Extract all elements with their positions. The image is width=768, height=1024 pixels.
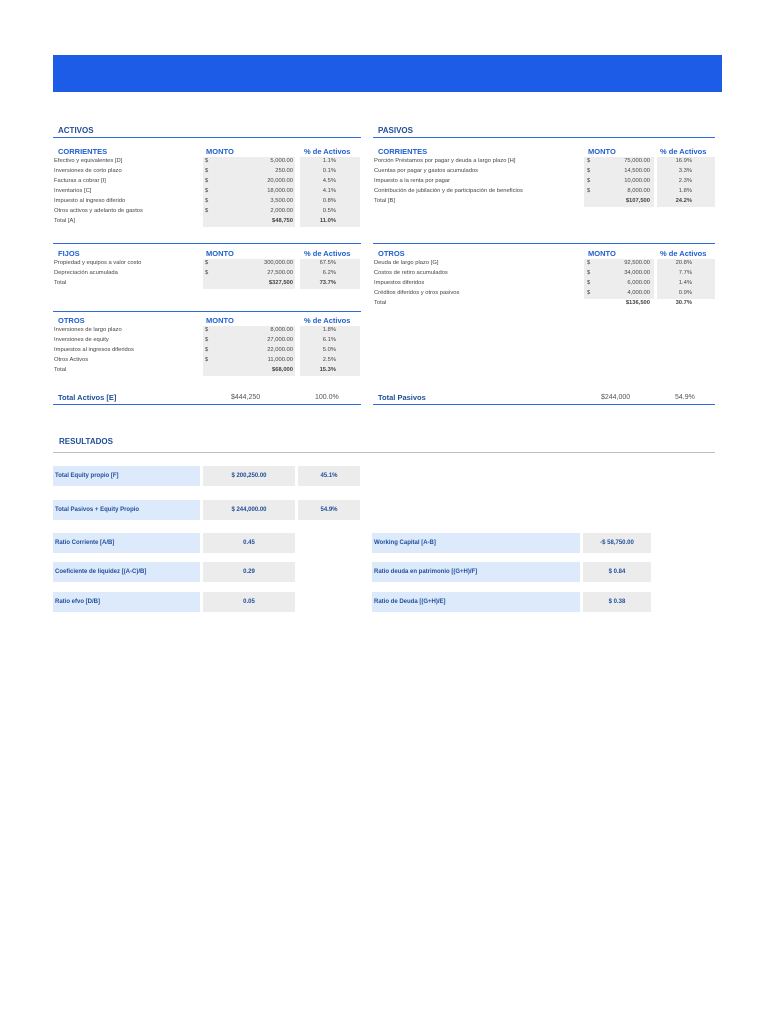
row-amount: 27,500.00 [267,270,293,276]
row-pct: 24.2% [675,198,692,204]
row-currency: $ [587,290,591,296]
total-row [54,278,360,288]
row-pct: 4.1% [322,188,336,194]
row-currency: $ [587,168,591,174]
fijos-title: FIJOS [58,249,80,258]
pasivos-equity-value: $ 244,000.00 [203,500,295,520]
total-activos-amount: $444,250 [231,394,261,401]
row-pct: 16.9% [675,158,692,164]
row-pct: 67.5% [319,260,336,266]
equity-label: Total Equity propio [F] [53,466,200,486]
header-banner [53,55,722,92]
total-activos-rule [53,404,361,405]
row-amount: 75,000.00 [624,158,650,164]
row-label: Costos de retiro acumulados [374,270,448,276]
total-row [374,298,714,308]
pasivos-corrientes-pct-header: % de Activos [660,147,707,156]
row-amount: $136,500 [625,300,650,306]
row-amount: 250.00 [275,168,293,174]
row-currency: $ [205,198,209,204]
row-amount: 14,500.00 [624,168,650,174]
row-currency: $ [205,260,209,266]
total-row [54,365,360,375]
pasivos-corrientes-monto-header: MONTO [588,147,616,156]
row-pct: 2.3% [678,178,692,184]
working-capital-label: Working Capital [A-B] [372,533,580,553]
row-amount: 8,000.00 [627,188,650,194]
table-row [374,288,714,298]
row-amount: $327,500 [268,280,293,286]
activos-corrientes-title: CORRIENTES [58,147,108,156]
total-activos-label: Total Activos [E] [58,393,117,402]
table-row [54,355,360,365]
row-pct: 1.8% [322,327,336,333]
row-label: Total [374,300,387,306]
row-currency: $ [205,178,209,184]
equity-value: $ 200,250.00 [203,466,295,486]
row-amount: 10,000.00 [624,178,650,184]
pasivos-otros-monto-header: MONTO [588,249,616,258]
pasivos-otros-title: OTROS [378,249,405,258]
row-label: Total [54,280,67,286]
ratio-corriente-value: 0.45 [203,533,295,553]
ratio-deuda-patrimonio-label: Ratio deuda en patrimonio [(G+H)/F] [372,562,580,582]
ratio-deuda-value: $ 0.38 [583,592,651,612]
row-amount: 300,000.00 [263,260,293,266]
fijos-monto-header: MONTO [206,249,234,258]
table-row [374,156,714,166]
ratio-deuda-label: Ratio de Deuda [(G+H)/E] [372,592,580,612]
working-capital-value: -$ 58,750.00 [583,533,651,553]
row-amount: 3,500.00 [270,198,293,204]
row-label: Porción Préstamos por pagar y deuda a largo plazo [H] [374,158,516,164]
row-label: Deuda de largo plazo [G] [374,260,439,266]
activos-otros-title: OTROS [58,316,85,325]
table-row [374,278,714,288]
activos-otros-pct-header: % de Activos [304,316,351,325]
total-pasivos-amount: $244,000 [601,394,631,401]
row-pct: 6.1% [322,337,336,343]
total-pasivos-label: Total Pasivos [378,393,426,402]
row-label: Otros activos y adelanto de gastos [54,208,143,214]
coef-liquidez-value: 0.29 [203,562,295,582]
table-row [374,166,714,176]
row-label: Inversiones de equity [54,337,109,343]
table-row [54,345,360,355]
fijos-pct-header: % de Activos [304,249,351,258]
row-label: Propiedad y equipos a valor costo [54,260,142,266]
table-row [374,176,714,186]
row-pct: 1.8% [678,188,692,194]
row-label: Impuestos diferidos [374,280,425,286]
row-label: Inversiones de largo plazo [54,327,122,333]
activos-rule [53,137,361,138]
table-row [374,268,714,278]
row-pct: 30.7% [675,300,692,306]
total-pasivos-pct: 54.9% [675,394,695,401]
resultados-rule [53,452,715,453]
row-label: Total [A] [54,218,75,224]
pasivos-corrientes-title: CORRIENTES [378,147,428,156]
coef-liquidez-label: Coeficiente de liquidez [(A-C)/B] [53,562,200,582]
table-row [374,258,714,268]
ratio-corriente-label: Ratio Corriente [A/B] [53,533,200,553]
pasivos-otros-rule [373,243,715,244]
total-row [54,216,360,226]
row-pct: 1.1% [322,158,336,164]
table-row [54,335,360,345]
row-label: Efectivo y equivalentes [D] [54,158,123,164]
table-row [54,325,360,335]
row-amount: 34,000.00 [624,270,650,276]
row-amount: 6,000.00 [627,280,650,286]
row-label: Impuesto al ingreso diferido [54,198,126,204]
row-currency: $ [205,208,209,214]
row-label: Total [54,367,67,373]
table-row [54,166,360,176]
row-currency: $ [205,337,209,343]
row-amount: 8,000.00 [270,327,293,333]
row-pct: 0.8% [322,198,336,204]
row-label: Facturas a cobrar [I] [54,178,106,184]
row-pct: 1.4% [678,280,692,286]
row-label: Inversiones de corto plazo [54,168,122,174]
row-pct: 20.8% [675,260,692,266]
pasivos-equity-pct: 54.9% [298,500,360,520]
row-amount: 92,500.00 [624,260,650,266]
row-currency: $ [587,280,591,286]
resultados-title: RESULTADOS [59,437,113,446]
row-amount: $68,000 [272,367,293,373]
row-pct: 5.0% [322,347,336,353]
row-currency: $ [587,158,591,164]
activos-otros-monto-header: MONTO [206,316,234,325]
table-row [374,186,714,196]
row-label: Otros Activos [54,357,89,363]
ratio-efvo-value: 0.05 [203,592,295,612]
total-activos-pct: 100.0% [315,394,339,401]
table-row [54,176,360,186]
ratio-efvo-label: Ratio efvo [D/B] [53,592,200,612]
row-label: Cuentas por pagar y gastos acumulados [374,168,479,174]
row-label: Total [B] [374,198,395,204]
row-amount: 27,000.00 [267,337,293,343]
pasivos-otros-pct-header: % de Activos [660,249,707,258]
total-pasivos-rule [373,404,715,405]
row-pct: 73.7% [319,280,336,286]
table-row [54,258,360,268]
row-pct: 15.3% [319,367,336,373]
row-currency: $ [205,158,209,164]
row-pct: 6.2% [322,270,336,276]
activos-corrientes-pct-header: % de Activos [304,147,351,156]
row-amount: 2,000.00 [270,208,293,214]
row-currency: $ [205,188,209,194]
pasivos-equity-label: Total Pasivos + Equity Propio [53,500,200,520]
row-currency: $ [587,270,591,276]
row-currency: $ [205,270,209,276]
ratio-deuda-patrimonio-value: $ 0.84 [583,562,651,582]
pasivos-title: PASIVOS [378,126,413,135]
row-pct: 3.3% [678,168,692,174]
row-pct: 2.5% [322,357,336,363]
activos-otros-rule [53,311,361,312]
pasivos-rule [373,137,715,138]
row-pct: 11.0% [319,218,336,224]
row-currency: $ [587,178,591,184]
table-row [54,186,360,196]
table-row [54,206,360,216]
row-pct: 4.5% [322,178,336,184]
table-row [54,268,360,278]
row-label: Depreciación acumulada [54,270,118,276]
row-label: Créditos diferidos y otros pasivos [374,290,460,296]
row-currency: $ [205,168,209,174]
row-amount: 20,000.00 [267,178,293,184]
row-amount: 22,000.00 [267,347,293,353]
row-label: Contribución de jubilación y de participación de beneficios [374,188,523,194]
row-currency: $ [205,347,209,353]
row-label: Impuestos al ingresos diferidos [54,347,134,353]
row-currency: $ [205,327,209,333]
row-pct: 0.5% [322,208,336,214]
row-label: Inventarios [C] [54,188,92,194]
row-amount: $107,500 [625,198,650,204]
activos-title: ACTIVOS [58,126,94,135]
row-currency: $ [587,188,591,194]
row-currency: $ [587,260,591,266]
row-amount: 11,000.00 [267,357,293,363]
row-amount: 18,000.00 [267,188,293,194]
row-pct: 0.1% [322,168,336,174]
equity-pct: 45.1% [298,466,360,486]
row-label: Impuesto a la renta por pagar [374,178,451,184]
row-pct: 7.7% [678,270,692,276]
row-amount: 4,000.00 [627,290,650,296]
activos-corrientes-monto-header: MONTO [206,147,234,156]
fijos-rule [53,243,361,244]
row-currency: $ [205,357,209,363]
row-amount: $48,750 [272,218,293,224]
total-row [374,196,714,206]
row-amount: 5,000.00 [270,158,293,164]
table-row [54,156,360,166]
row-pct: 0.9% [678,290,692,296]
table-row [54,196,360,206]
